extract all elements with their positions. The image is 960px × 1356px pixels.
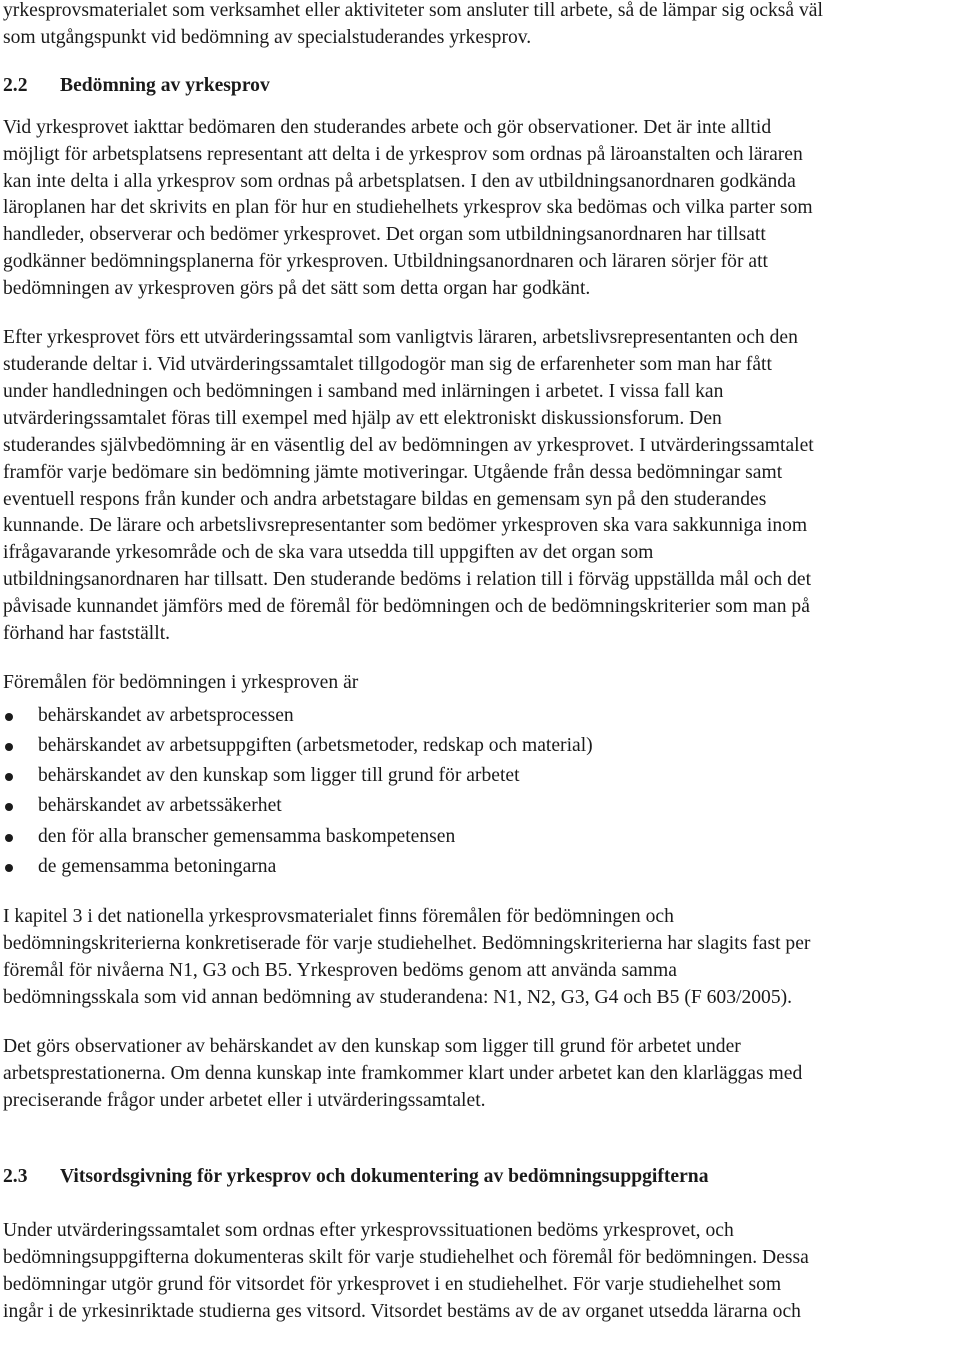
- text-line: bedömningsskala som vid annan bedömning av studerandena: N1, N2, G3, G4 och B5 (F 603/2005).: [3, 986, 793, 1008]
- bullet-icon: [5, 713, 13, 721]
- text-line: ingår i de yrkesinriktade studierna ges vitsord. Vitsordet bestäms av de av organet utsedda lärarna och: [3, 1301, 801, 1323]
- paragraph: [3, 115, 958, 303]
- document-page: [3, 0, 958, 1326]
- paragraph: [3, 904, 958, 1012]
- paragraph: [3, 1034, 958, 1115]
- text-line: kan inte delta i alla yrkesprov som ordnas på arbetsplatsen. I den av utbildningsanordnaren godkända: [3, 170, 796, 192]
- section-heading-2-3: [3, 1164, 958, 1191]
- list-item-text: den för alla branscher gemensamma baskompetensen: [38, 825, 456, 847]
- text-line: möjligt för arbetsplatsens representant att delta i de yrkesprov som ordnas på läroanstalten och läraren: [3, 143, 803, 165]
- bullet-icon: [5, 803, 13, 811]
- text-line: utbildningsanordnaren har tillsatt. Den studerande bedöms i relation till i förväg uppställda mål och det: [3, 569, 812, 591]
- list-item-text: behärskandet av arbetsuppgiften (arbetsmetoder, redskap och material): [38, 735, 593, 757]
- section-title: Bedömning av yrkesprov: [60, 74, 270, 96]
- text-line: som utgångspunkt vid bedömning av specialstuderandes yrkesprov.: [3, 26, 532, 48]
- text-line: yrkesprovsmaterialet som verksamhet eller aktiviteter som ansluter till arbete, så de lämpar sig också väl: [3, 0, 823, 21]
- list-item: [3, 731, 958, 761]
- text-line: under handledningen och bedömningen i samband med inlärningen i arbetet. I vissa fall kan: [3, 380, 724, 402]
- text-line: arbetsprestationerna. Om denna kunskap inte framkommer klart under arbetet kan den klarläggas med: [3, 1062, 803, 1084]
- text-line: preciserande frågor under arbetet eller i utvärderingssamtalet.: [3, 1089, 486, 1111]
- paragraph: [3, 325, 958, 648]
- text-line: studerande deltar i. Vid utvärderingssamtalet tillgodogör man sig de erfarenheter som man har fått: [3, 353, 772, 375]
- section-title: Vitsordsgivning för yrkesprov och dokumentering av bedömningsuppgifterna: [60, 1166, 709, 1188]
- text-line: bedömningen av yrkesproven görs på det sätt som detta organ har godkänt.: [3, 278, 591, 300]
- text-line: framför varje bedömare sin bedömning jämte motiveringar. Utgående från dessa bedömningar samt: [3, 461, 783, 483]
- list-item: [3, 761, 958, 791]
- list-item: [3, 852, 958, 882]
- section-heading-2-2: [3, 73, 958, 100]
- section-number: 2.3: [3, 1166, 28, 1188]
- bullet-icon: [5, 834, 13, 842]
- text-line: bedömningar utgör grund för vitsordet för yrkesprovet i en studiehelhet. För varje studiehelhet som: [3, 1274, 782, 1296]
- paragraph: [3, 1218, 958, 1326]
- text-line: bedömningsuppgifterna dokumenteras skilt för varje studiehelhet och föremål för bedömningen. Dessa: [3, 1247, 809, 1269]
- bullet-icon: [5, 743, 13, 751]
- list-item: [3, 701, 958, 731]
- bullet-list: [3, 701, 958, 882]
- list-item-text: behärskandet av den kunskap som ligger till grund för arbetet: [38, 765, 520, 787]
- list-intro: Föremålen för bedömningen i yrkesproven är: [3, 671, 359, 693]
- list-item-text: behärskandet av arbetsprocessen: [38, 704, 294, 726]
- list-item-text: de gemensamma betoningarna: [38, 855, 277, 877]
- intro-paragraph: [3, 0, 958, 52]
- text-line: eventuell respons från kunder och andra arbetstagare bildas en gemensam syn på den studerandes: [3, 488, 767, 510]
- text-line: studerandes självbedömning är en väsentlig del av bedömningen av yrkesprovet. I utvärderingssamtalet: [3, 434, 814, 456]
- text-line: kunnande. De lärare och arbetslivsrepresentanter som bedömer yrkesproven ska vara sakkunniga inom: [3, 515, 808, 537]
- text-line: förhand har fastställt.: [3, 623, 171, 645]
- bullet-icon: [5, 773, 13, 781]
- text-line: bedömningskriterierna konkretiserade för varje studiehelhet. Bedömningskriterierna har slagits fast per: [3, 932, 811, 954]
- text-line: ifrågavarande yrkesområde och de ska vara utsedda till uppgiften av det organ som: [3, 542, 654, 564]
- text-line: godkänner bedömningsplanerna för yrkesproven. Utbildningsanordnaren och läraren sörjer för att: [3, 251, 768, 273]
- text-line: Under utvärderingssamtalet som ordnas efter yrkesprovssituationen bedöms yrkesprovet, och: [3, 1220, 734, 1242]
- list-item-text: behärskandet av arbetssäkerhet: [38, 795, 282, 817]
- section-number: 2.2: [3, 74, 28, 96]
- text-line: utvärderingssamtalet föras till exempel med hjälp av ett elektroniskt diskussionsforum. Den: [3, 407, 722, 429]
- list-item: [3, 822, 958, 852]
- text-line: föremål för nivåerna N1, G3 och B5. Yrkesproven bedöms genom att använda samma: [3, 959, 677, 981]
- text-line: I kapitel 3 i det nationella yrkesprovsmaterialet finns föremålen för bedömningen och: [3, 906, 674, 928]
- text-line: handleder, observerar och bedömer yrkesprovet. Det organ som utbildningsanordnaren har tillsatt: [3, 224, 766, 246]
- text-line: påvisade kunnandet jämförs med de föremål för bedömningen och de bedömningskriterier som man på: [3, 596, 810, 618]
- text-line: läroplanen har det skrivits en plan för hur en studiehelhets yrkesprov ska bedömas och vilka parter som: [3, 197, 813, 219]
- text-line: Efter yrkesprovet förs ett utvärderingssamtal som vanligtvis läraren, arbetslivsrepresentanten och den: [3, 327, 798, 349]
- list-item: [3, 791, 958, 821]
- text-line: Vid yrkesprovet iakttar bedömaren den studerandes arbete och gör observationer. Det är inte alltid: [3, 116, 772, 138]
- bullet-icon: [5, 864, 13, 872]
- text-line: Det görs observationer av behärskandet av den kunskap som ligger till grund för arbetet under: [3, 1035, 741, 1057]
